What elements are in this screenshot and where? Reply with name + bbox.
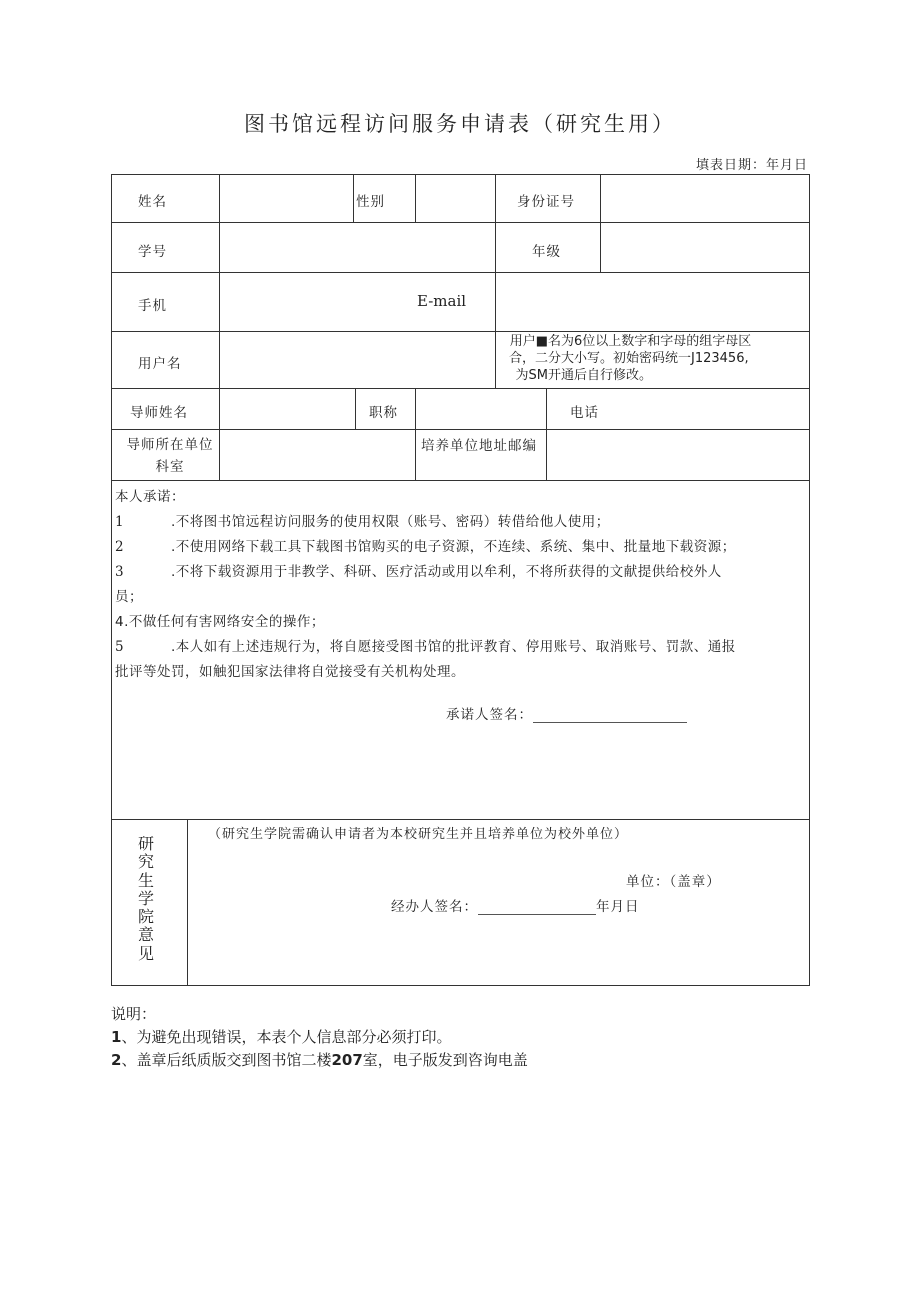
phone-field[interactable]	[220, 273, 415, 331]
note-item	[111, 1026, 528, 1049]
pledge-item-text: .不将图书馆远程访问服务的使用权限（账号、密码）转借给他人使用；	[171, 514, 610, 530]
graduate-school-note: （研究生学院需确认申请者为本校研究生并且培养单位为校外单位）	[208, 827, 629, 842]
label-advisor-unit-line: 科室	[155, 459, 185, 475]
username-note-line: 合，二	[508, 351, 548, 366]
pledge-signature	[446, 703, 687, 723]
label-telephone: 电话	[570, 405, 599, 421]
username-note-line: 为SM	[515, 368, 548, 383]
pledge-item	[115, 560, 805, 585]
unit-stamp-label: 单位：（盖章）	[626, 874, 721, 890]
page-title: 图书馆远程访问服务申请表（研究生用）	[244, 112, 676, 136]
handler-signature-label: 经办人签名：	[391, 899, 478, 915]
label-title-rank: 职称	[369, 405, 398, 421]
pledge-section	[115, 485, 805, 685]
fill-date: 填表日期：年月日	[695, 158, 808, 173]
pledge-item-text: .不使用网络下载工具下载图书馆购买的电子资源，不连续、系统、集中、批量地下载资源；	[171, 539, 736, 555]
graduate-school-title: 研究生学院意见	[137, 834, 154, 963]
pledge-item-continued: 员；	[115, 589, 143, 605]
note-number: 2	[111, 1051, 122, 1069]
username-field[interactable]	[220, 332, 495, 388]
advisor-unit-field[interactable]	[220, 430, 415, 480]
pledge-item: 4.不做任何有害网络安全的操作；	[115, 614, 325, 630]
label-advisor-unit-line: 导师所在单位	[126, 437, 214, 453]
note-text: 室，电子版发到咨询电盖	[362, 1051, 528, 1069]
notes-section	[111, 1003, 528, 1072]
label-username: 用户名	[138, 356, 182, 372]
name-field[interactable]	[220, 175, 353, 222]
col-divider	[187, 819, 188, 986]
pledge-item-continued: 批评等处罚，如触犯国家法律将自觉接受有关机构处理。	[115, 664, 465, 680]
col-divider	[355, 388, 356, 429]
pledge-heading: 本人承诺：	[115, 489, 185, 505]
gender-field[interactable]	[416, 175, 495, 222]
label-phone: 手机	[138, 298, 167, 314]
grade-field[interactable]	[601, 223, 809, 272]
username-note-line: 名为6位以上数字和字母的组字母区	[548, 334, 752, 349]
label-id-number: 身份证号	[517, 194, 575, 210]
label-advisor-unit	[120, 434, 220, 478]
advisor-name-field[interactable]	[220, 389, 355, 429]
note-number: 1	[111, 1028, 122, 1046]
handler-signature-line[interactable]	[478, 900, 596, 915]
label-email: E-mail	[417, 292, 467, 310]
email-field[interactable]	[496, 273, 809, 331]
pledge-signature-line[interactable]	[533, 708, 687, 723]
row-divider	[112, 819, 809, 820]
label-gender: 性别	[356, 194, 385, 210]
student-id-field[interactable]	[220, 223, 495, 272]
notes-heading: 说明：	[111, 1005, 157, 1023]
pledge-item-number: 5	[115, 639, 125, 655]
pledge-item-text: .不将下载资源用于非教学、科研、医疗活动或用以牟利，不将所获得的文献提供给校外人	[171, 564, 722, 580]
username-note-line: 用户■	[509, 334, 548, 349]
pledge-item-text: .本人如有上述违规行为，将自愿接受图书馆的批评教育、停用账号、取消账号、罚款、通报	[171, 639, 736, 655]
pledge-item-number: 2	[115, 539, 125, 555]
username-note-left	[498, 333, 548, 384]
label-student-id: 学号	[138, 244, 167, 260]
username-note-right	[548, 333, 810, 384]
username-note-line: 分大小写。初始密码统一J123456,	[548, 351, 749, 366]
title-rank-field[interactable]	[416, 389, 546, 429]
application-form	[111, 174, 810, 986]
note-text: 、盖章后纸质版交到图书馆二楼	[121, 1051, 332, 1069]
label-advisor-name: 导师姓名	[130, 405, 188, 421]
note-text: 、为避免出现错误，本表个人信息部分必须打印。	[121, 1028, 452, 1046]
handler-signature	[391, 895, 640, 915]
pledge-item	[115, 510, 805, 535]
pledge-item-number: 3	[115, 564, 125, 580]
label-grade: 年级	[532, 244, 561, 260]
telephone-field[interactable]	[632, 389, 809, 429]
pledge-item-number: 1	[115, 514, 125, 530]
row-divider	[112, 480, 809, 481]
label-training-unit: 培养单位地址邮编	[421, 438, 537, 454]
pledge-signature-label: 承诺人签名：	[446, 707, 533, 723]
col-divider	[353, 175, 354, 222]
pledge-item	[115, 635, 805, 660]
training-unit-field[interactable]	[547, 430, 809, 480]
note-item	[111, 1049, 528, 1072]
label-name: 姓名	[138, 194, 167, 210]
handler-date: 年月日	[596, 899, 640, 915]
note-room-number: 207	[331, 1051, 363, 1069]
id-number-field[interactable]	[601, 175, 809, 222]
username-note-line: 开通后自行修改。	[548, 368, 653, 383]
pledge-item	[115, 535, 805, 560]
